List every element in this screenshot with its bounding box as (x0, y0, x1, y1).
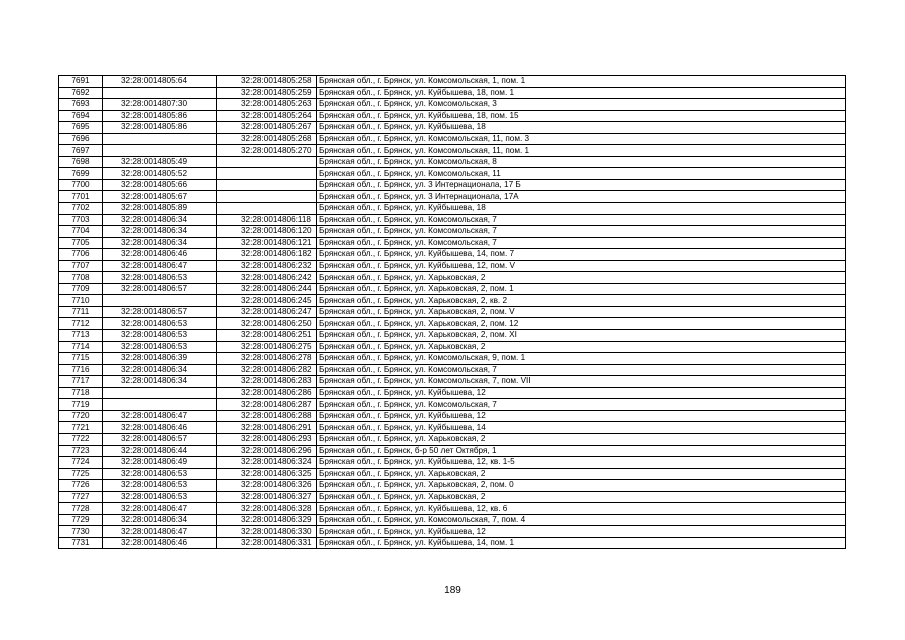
table-row (59, 318, 846, 330)
address-cell: Брянская обл., г. Брянск, ул. Куйбышева, 18 (317, 122, 846, 134)
address-cell: Брянская обл., г. Брянск, ул. Куйбышева, 18 (317, 203, 846, 215)
land-cadastral-number-cell: 32:28:0014805:64 (103, 76, 217, 88)
object-cadastral-number-cell: 32:28:0014806:288 (217, 410, 317, 422)
address-cell: Брянская обл., г. Брянск, ул. Харьковская, 2 (317, 433, 846, 445)
address-cell: Брянская обл., г. Брянск, ул. Куйбышева, 12 (317, 526, 846, 538)
table-row (59, 295, 846, 307)
address-cell: Брянская обл., г. Брянск, ул. Харьковская, 2, пом. 0 (317, 480, 846, 492)
row-number-cell: 7724 (59, 457, 103, 469)
table-row (59, 179, 846, 191)
address-cell: Брянская обл., г. Брянск, ул. Куйбышева, 14, пом. 1 (317, 537, 846, 549)
land-cadastral-number-cell: 32:28:0014805:86 (103, 110, 217, 122)
land-cadastral-number-cell (103, 87, 217, 99)
object-cadastral-number-cell: 32:28:0014806:250 (217, 318, 317, 330)
object-cadastral-number-cell: 32:28:0014805:268 (217, 133, 317, 145)
address-cell: Брянская обл., г. Брянск, ул. Харьковская, 2 (317, 341, 846, 353)
object-cadastral-number-cell: 32:28:0014806:329 (217, 514, 317, 526)
land-cadastral-number-cell: 32:28:0014806:34 (103, 364, 217, 376)
object-cadastral-number-cell: 32:28:0014806:324 (217, 457, 317, 469)
address-cell: Брянская обл., г. Брянск, б-р 50 лет Октября, 1 (317, 445, 846, 457)
row-number-cell: 7697 (59, 145, 103, 157)
object-cadastral-number-cell: 32:28:0014806:120 (217, 226, 317, 238)
address-cell: Брянская обл., г. Брянск, ул. Харьковская, 2 (317, 491, 846, 503)
table-row (59, 214, 846, 226)
table-row (59, 376, 846, 388)
object-cadastral-number-cell: 32:28:0014806:251 (217, 330, 317, 342)
row-number-cell: 7717 (59, 376, 103, 388)
address-cell: Брянская обл., г. Брянск, ул. 3 Интернационала, 17 Б (317, 179, 846, 191)
table-row (59, 445, 846, 457)
address-cell: Брянская обл., г. Брянск, ул. Комсомольская, 8 (317, 156, 846, 168)
row-number-cell: 7726 (59, 480, 103, 492)
object-cadastral-number-cell (217, 191, 317, 203)
land-cadastral-number-cell: 32:28:0014806:53 (103, 272, 217, 284)
land-cadastral-number-cell (103, 399, 217, 411)
row-number-cell: 7725 (59, 468, 103, 480)
row-number-cell: 7703 (59, 214, 103, 226)
table-row (59, 526, 846, 538)
land-cadastral-number-cell: 32:28:0014806:57 (103, 433, 217, 445)
object-cadastral-number-cell: 32:28:0014805:259 (217, 87, 317, 99)
address-cell: Брянская обл., г. Брянск, ул. Комсомольская, 3 (317, 99, 846, 111)
table-row (59, 353, 846, 365)
row-number-cell: 7709 (59, 283, 103, 295)
address-cell: Брянская обл., г. Брянск, ул. Куйбышева, 14, пом. 7 (317, 249, 846, 261)
land-cadastral-number-cell: 32:28:0014806:53 (103, 341, 217, 353)
land-cadastral-number-cell: 32:28:0014806:46 (103, 422, 217, 434)
land-cadastral-number-cell: 32:28:0014805:67 (103, 191, 217, 203)
land-cadastral-number-cell: 32:28:0014806:39 (103, 353, 217, 365)
land-cadastral-number-cell: 32:28:0014806:49 (103, 457, 217, 469)
object-cadastral-number-cell: 32:28:0014806:278 (217, 353, 317, 365)
object-cadastral-number-cell: 32:28:0014806:327 (217, 491, 317, 503)
address-cell: Брянская обл., г. Брянск, ул. Куйбышева, 18, пом. 1 (317, 87, 846, 99)
table-row (59, 168, 846, 180)
table-row (59, 433, 846, 445)
object-cadastral-number-cell: 32:28:0014806:286 (217, 387, 317, 399)
row-number-cell: 7730 (59, 526, 103, 538)
object-cadastral-number-cell: 32:28:0014806:293 (217, 433, 317, 445)
table-row (59, 514, 846, 526)
land-cadastral-number-cell: 32:28:0014806:57 (103, 306, 217, 318)
land-cadastral-number-cell: 32:28:0014806:46 (103, 249, 217, 261)
land-cadastral-number-cell: 32:28:0014805:52 (103, 168, 217, 180)
table-row (59, 503, 846, 515)
object-cadastral-number-cell: 32:28:0014806:245 (217, 295, 317, 307)
table-row (59, 330, 846, 342)
address-cell: Брянская обл., г. Брянск, ул. Комсомольская, 7 (317, 364, 846, 376)
address-cell: Брянская обл., г. Брянск, ул. Харьковская, 2 (317, 468, 846, 480)
address-cell: Брянская обл., г. Брянск, ул. Харьковская, 2 (317, 272, 846, 284)
table-row (59, 537, 846, 549)
land-cadastral-number-cell: 32:28:0014806:47 (103, 503, 217, 515)
address-cell: Брянская обл., г. Брянск, ул. Харьковская, 2, пом. XI (317, 330, 846, 342)
address-cell: Брянская обл., г. Брянск, ул. Куйбышева, 12, кв. 1-5 (317, 457, 846, 469)
address-cell: Брянская обл., г. Брянск, ул. Комсомольская, 7 (317, 214, 846, 226)
land-cadastral-number-cell (103, 133, 217, 145)
land-cadastral-number-cell: 32:28:0014806:34 (103, 226, 217, 238)
object-cadastral-number-cell: 32:28:0014806:328 (217, 503, 317, 515)
table-row (59, 260, 846, 272)
object-cadastral-number-cell: 32:28:0014806:296 (217, 445, 317, 457)
land-cadastral-number-cell: 32:28:0014806:47 (103, 526, 217, 538)
row-number-cell: 7731 (59, 537, 103, 549)
table-row (59, 283, 846, 295)
address-cell: Брянская обл., г. Брянск, ул. Куйбышева, 12 (317, 387, 846, 399)
object-cadastral-number-cell (217, 156, 317, 168)
land-cadastral-number-cell: 32:28:0014806:53 (103, 318, 217, 330)
property-register-table (58, 75, 846, 549)
row-number-cell: 7714 (59, 341, 103, 353)
table-row (59, 226, 846, 238)
table-row (59, 156, 846, 168)
row-number-cell: 7721 (59, 422, 103, 434)
row-number-cell: 7707 (59, 260, 103, 272)
land-cadastral-number-cell: 32:28:0014806:34 (103, 514, 217, 526)
land-cadastral-number-cell: 32:28:0014806:47 (103, 410, 217, 422)
address-cell: Брянская обл., г. Брянск, ул. Комсомольская, 11, пом. 3 (317, 133, 846, 145)
land-cadastral-number-cell: 32:28:0014806:53 (103, 480, 217, 492)
row-number-cell: 7711 (59, 306, 103, 318)
row-number-cell: 7695 (59, 122, 103, 134)
land-cadastral-number-cell: 32:28:0014806:53 (103, 468, 217, 480)
object-cadastral-number-cell: 32:28:0014806:330 (217, 526, 317, 538)
table-body (59, 76, 846, 549)
land-cadastral-number-cell: 32:28:0014805:86 (103, 122, 217, 134)
address-cell: Брянская обл., г. Брянск, ул. Харьковская, 2, пом. V (317, 306, 846, 318)
row-number-cell: 7720 (59, 410, 103, 422)
table-row (59, 99, 846, 111)
land-cadastral-number-cell (103, 145, 217, 157)
row-number-cell: 7708 (59, 272, 103, 284)
row-number-cell: 7691 (59, 76, 103, 88)
object-cadastral-number-cell: 32:28:0014806:182 (217, 249, 317, 261)
table-row (59, 191, 846, 203)
table-row (59, 410, 846, 422)
object-cadastral-number-cell (217, 168, 317, 180)
table-row (59, 480, 846, 492)
row-number-cell: 7727 (59, 491, 103, 503)
table-row (59, 341, 846, 353)
land-cadastral-number-cell: 32:28:0014806:46 (103, 537, 217, 549)
row-number-cell: 7716 (59, 364, 103, 376)
land-cadastral-number-cell (103, 295, 217, 307)
row-number-cell: 7706 (59, 249, 103, 261)
object-cadastral-number-cell: 32:28:0014806:291 (217, 422, 317, 434)
row-number-cell: 7722 (59, 433, 103, 445)
table-row (59, 203, 846, 215)
object-cadastral-number-cell: 32:28:0014805:267 (217, 122, 317, 134)
land-cadastral-number-cell: 32:28:0014806:34 (103, 237, 217, 249)
address-cell: Брянская обл., г. Брянск, ул. Комсомольская, 9, пом. 1 (317, 353, 846, 365)
object-cadastral-number-cell: 32:28:0014805:258 (217, 76, 317, 88)
object-cadastral-number-cell: 32:28:0014806:331 (217, 537, 317, 549)
land-cadastral-number-cell (103, 387, 217, 399)
row-number-cell: 7712 (59, 318, 103, 330)
table-row (59, 457, 846, 469)
row-number-cell: 7696 (59, 133, 103, 145)
address-cell: Брянская обл., г. Брянск, ул. Комсомольская, 11, пом. 1 (317, 145, 846, 157)
address-cell: Брянская обл., г. Брянск, ул. Харьковская, 2, пом. 12 (317, 318, 846, 330)
address-cell: Брянская обл., г. Брянск, ул. 3 Интернационала, 17А (317, 191, 846, 203)
object-cadastral-number-cell: 32:28:0014806:244 (217, 283, 317, 295)
land-cadastral-number-cell: 32:28:0014806:53 (103, 491, 217, 503)
row-number-cell: 7694 (59, 110, 103, 122)
table-row (59, 237, 846, 249)
row-number-cell: 7715 (59, 353, 103, 365)
address-cell: Брянская обл., г. Брянск, ул. Харьковская, 2, кв. 2 (317, 295, 846, 307)
land-cadastral-number-cell: 32:28:0014806:34 (103, 376, 217, 388)
address-cell: Брянская обл., г. Брянск, ул. Куйбышева, 18, пом. 15 (317, 110, 846, 122)
table-row (59, 272, 846, 284)
table-row (59, 76, 846, 88)
object-cadastral-number-cell: 32:28:0014805:263 (217, 99, 317, 111)
row-number-cell: 7693 (59, 99, 103, 111)
row-number-cell: 7719 (59, 399, 103, 411)
address-cell: Брянская обл., г. Брянск, ул. Куйбышева, 12 (317, 410, 846, 422)
land-cadastral-number-cell: 32:28:0014807:30 (103, 99, 217, 111)
land-cadastral-number-cell: 32:28:0014806:44 (103, 445, 217, 457)
row-number-cell: 7692 (59, 87, 103, 99)
land-cadastral-number-cell: 32:28:0014806:47 (103, 260, 217, 272)
object-cadastral-number-cell: 32:28:0014806:242 (217, 272, 317, 284)
object-cadastral-number-cell: 32:28:0014806:283 (217, 376, 317, 388)
table-row (59, 249, 846, 261)
row-number-cell: 7699 (59, 168, 103, 180)
land-cadastral-number-cell: 32:28:0014805:89 (103, 203, 217, 215)
address-cell: Брянская обл., г. Брянск, ул. Куйбышева, 12, пом. V (317, 260, 846, 272)
address-cell: Брянская обл., г. Брянск, ул. Комсомольская, 7, пом. 4 (317, 514, 846, 526)
address-cell: Брянская обл., г. Брянск, ул. Комсомольская, 7, пом. VII (317, 376, 846, 388)
address-cell: Брянская обл., г. Брянск, ул. Куйбышева, 12, кв. 6 (317, 503, 846, 515)
land-cadastral-number-cell: 32:28:0014806:34 (103, 214, 217, 226)
row-number-cell: 7701 (59, 191, 103, 203)
table-row (59, 422, 846, 434)
object-cadastral-number-cell: 32:28:0014805:264 (217, 110, 317, 122)
object-cadastral-number-cell: 32:28:0014806:326 (217, 480, 317, 492)
table-row (59, 87, 846, 99)
object-cadastral-number-cell: 32:28:0014806:282 (217, 364, 317, 376)
row-number-cell: 7728 (59, 503, 103, 515)
row-number-cell: 7713 (59, 330, 103, 342)
object-cadastral-number-cell: 32:28:0014806:247 (217, 306, 317, 318)
object-cadastral-number-cell: 32:28:0014806:275 (217, 341, 317, 353)
address-cell: Брянская обл., г. Брянск, ул. Комсомольская, 1, пом. 1 (317, 76, 846, 88)
table-row (59, 491, 846, 503)
table-row (59, 364, 846, 376)
address-cell: Брянская обл., г. Брянск, ул. Харьковская, 2, пом. 1 (317, 283, 846, 295)
table-row (59, 306, 846, 318)
table-row (59, 387, 846, 399)
table-row (59, 468, 846, 480)
row-number-cell: 7705 (59, 237, 103, 249)
page-number: 189 (444, 585, 461, 596)
object-cadastral-number-cell: 32:28:0014806:118 (217, 214, 317, 226)
object-cadastral-number-cell: 32:28:0014806:232 (217, 260, 317, 272)
object-cadastral-number-cell: 32:28:0014806:287 (217, 399, 317, 411)
row-number-cell: 7702 (59, 203, 103, 215)
table-row (59, 145, 846, 157)
land-cadastral-number-cell: 32:28:0014806:53 (103, 330, 217, 342)
table-row (59, 399, 846, 411)
object-cadastral-number-cell (217, 203, 317, 215)
object-cadastral-number-cell: 32:28:0014806:325 (217, 468, 317, 480)
table-row (59, 110, 846, 122)
row-number-cell: 7718 (59, 387, 103, 399)
row-number-cell: 7723 (59, 445, 103, 457)
row-number-cell: 7698 (59, 156, 103, 168)
address-cell: Брянская обл., г. Брянск, ул. Комсомольская, 7 (317, 399, 846, 411)
address-cell: Брянская обл., г. Брянск, ул. Куйбышева, 14 (317, 422, 846, 434)
table-row (59, 133, 846, 145)
table-row (59, 122, 846, 134)
object-cadastral-number-cell: 32:28:0014806:121 (217, 237, 317, 249)
address-cell: Брянская обл., г. Брянск, ул. Комсомольская, 11 (317, 168, 846, 180)
address-cell: Брянская обл., г. Брянск, ул. Комсомольская, 7 (317, 237, 846, 249)
land-cadastral-number-cell: 32:28:0014805:66 (103, 179, 217, 191)
land-cadastral-number-cell: 32:28:0014805:49 (103, 156, 217, 168)
object-cadastral-number-cell (217, 179, 317, 191)
address-cell: Брянская обл., г. Брянск, ул. Комсомольская, 7 (317, 226, 846, 238)
object-cadastral-number-cell: 32:28:0014805:270 (217, 145, 317, 157)
land-cadastral-number-cell: 32:28:0014806:57 (103, 283, 217, 295)
row-number-cell: 7704 (59, 226, 103, 238)
row-number-cell: 7710 (59, 295, 103, 307)
row-number-cell: 7700 (59, 179, 103, 191)
row-number-cell: 7729 (59, 514, 103, 526)
